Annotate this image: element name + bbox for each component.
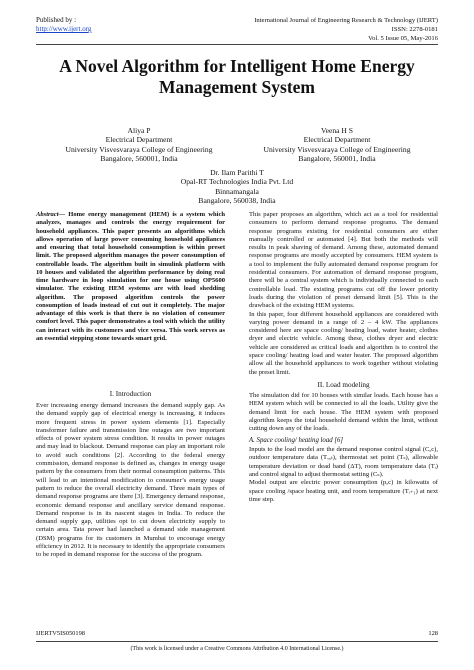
section-heading-introduction: I. Introduction [109, 390, 152, 398]
license-notice: (This work is licensed under a Creative Commons Attribution 4.0 International License.) [130, 646, 344, 652]
author-block-3 [152, 168, 322, 206]
body-paragraph: Inputs to the load model are the demand response control signal (Cₐc), outdoor temperature data (Tₒᵤₜ), thermostat set point (Tₛ), allowable temperature deviation or dead band (ΔT), room temperature data (Tᵢ) and control signal to adjust thermostat setting (Cₛ). [249, 446, 438, 478]
author-affiliation: University Visvesvaraya College of Engineering [263, 144, 411, 154]
abstract-label: Abstract— [36, 211, 66, 218]
paper-id: IJERTV5IS050198 [36, 630, 85, 637]
subsection-heading-space-cooling: A. Space cooling/ heating load [6] [249, 437, 344, 445]
paper-title: A Novel Algorithm for Intelligent Home Energy Management System [59, 56, 415, 97]
author-name: Dr. Ilam Parithi T [210, 168, 264, 177]
publisher-info [36, 16, 91, 34]
body-paragraph: In this paper, four different household appliances are considered with varying power demand in a range of 2 – 4 kW. The appliances considered here are space cooling/ heating load, water heater, clothes dryer and electric vehicle. Among these, clothes dryer and electric vehicle are considered as critical loads and algorithm is to control the space cooling/ heating load and water heater. The proposed algorithm allow all the household appliances to work together without violating the preset limit. [249, 310, 438, 376]
author-affiliation: Bangalore, 560001, India [100, 154, 178, 164]
section-heading-load-modeling: II. Load modeling [317, 380, 370, 389]
author-affiliation: Opal-RT Technologies India Pvt. Ltd [180, 177, 294, 187]
author-affiliation: Bangalore, 560001, India [298, 154, 376, 164]
author-affiliation: Binnamangala [215, 186, 259, 196]
author-block-1 [54, 126, 224, 164]
body-paragraph: The simulation did for 10 houses with similar loads. Each house has a HEM system which will be connected to all the loads. Utility give the demand limit for each house. The HEM system with proposed algorithm keeps the total household demand within the limit, without cutting down any of the loads. [249, 391, 438, 433]
intro-paragraph: Ever increasing energy demand increases the demand supply gap. As the demand supply gap of electrical energy is increasing, it induces more frequent stress in power system elements [1]. Especially transformer failure and transmission line outages are two important effects of power system stress condition. It results in power outages and may lead to blackout. Demand response can play an important role to avoid such conditions [2]. According to the federal energy commission, demand response is defined as, changes in energy usage pattern by the consumers from their normal consumption patterns. This will lead to an intentional modification to consumer’s energy usage pattern to reduce the overall electricity demand. Three main types of demand response programs are there [3]. Emergency demand response, economic demand response and ancillary service demand response. Demand response is in its nascent stages in India. To reduce the demand supply gap, utilities opt to cut down electricity supply to certain area. Tata power had launched a demand side management (DSM) programs for its customers in Mumbai to encourage energy efficiency in 2012. It is necessary to identify the appropriate consumers to be roped in demand response for the success of the program. [36, 402, 225, 559]
author-affiliation: Electrical Department [105, 135, 173, 145]
author-affiliation: University Visvesvaraya College of Engineering [65, 144, 213, 154]
introduction-section [36, 390, 225, 560]
published-by-label: Published by : [36, 16, 77, 24]
journal-info [254, 16, 438, 43]
author-name: Veena H S [320, 126, 354, 135]
abstract [36, 211, 225, 343]
right-column [249, 211, 438, 504]
author-name: Aliya P [127, 126, 151, 135]
body-paragraph: Model output are electric power consumption (pₐc) in kilowatts of space cooling /space heating unit, and room temperature (Tᵢ₊₁) at next time step. [249, 479, 438, 503]
author-block-2 [252, 126, 422, 164]
abstract-text: Home energy management (HEM) is a system which analyzes, manages and controls the energy requirement for household appliances. This paper presents an algorithms which allows operation of large power consuming household appliances and ensuring that total household consumption is within preset limit. The proposed algorithm manages the power consumption of controllable loads. The algorithm built in simulink platform with 10 houses and validated the algorithm performance by doing real time hardware in loop simulation for one house using OP5600 simulator. The existing HEM systems are with load shedding algorithm. The proposed algorithm controls the power consumption of loads instead of cut out it completely. The major advantage of this work is that there is no violation of consumer comfort level. This paper demonstrates a tool with which the utility can interact with its customers and vice versa. This work serves as an essential stepping stone towards smart grid. [36, 211, 225, 342]
page-number: 128 [428, 630, 438, 637]
header-divider [36, 44, 438, 45]
author-affiliation: Electrical Department [303, 135, 371, 145]
volume-issue: Vol. 5 Issue 05, May-2016 [368, 35, 438, 42]
issn: ISSN: 2278-0181 [391, 26, 438, 33]
journal-name: International Journal of Engineering Research & Technology (IJERT) [254, 17, 438, 24]
body-paragraph: This paper proposes an algorithm, which act as a tool for residential consumers to perform demand response programs. The demand response programs existing for residential consumers are either manually controlled or automated [4]. But both the methods will results in peak shaving of demand. Among these, automated demand response programs are mostly accepted by consumers. HEM system is a tool to implement the fully automated demand response program for residential consumers. For automation of demand response program, there will be a central system which is individually connected to each controllable load. The existing programs cut off the lower priority loads during the violation of preset demand limit [5]. This is the drawback of the existing HEM systems. [249, 211, 438, 310]
journal-url-link[interactable]: http://www.ijert.org [36, 25, 92, 33]
author-affiliation: Bangalore, 560038, India [198, 196, 276, 206]
footer-divider [36, 641, 438, 642]
